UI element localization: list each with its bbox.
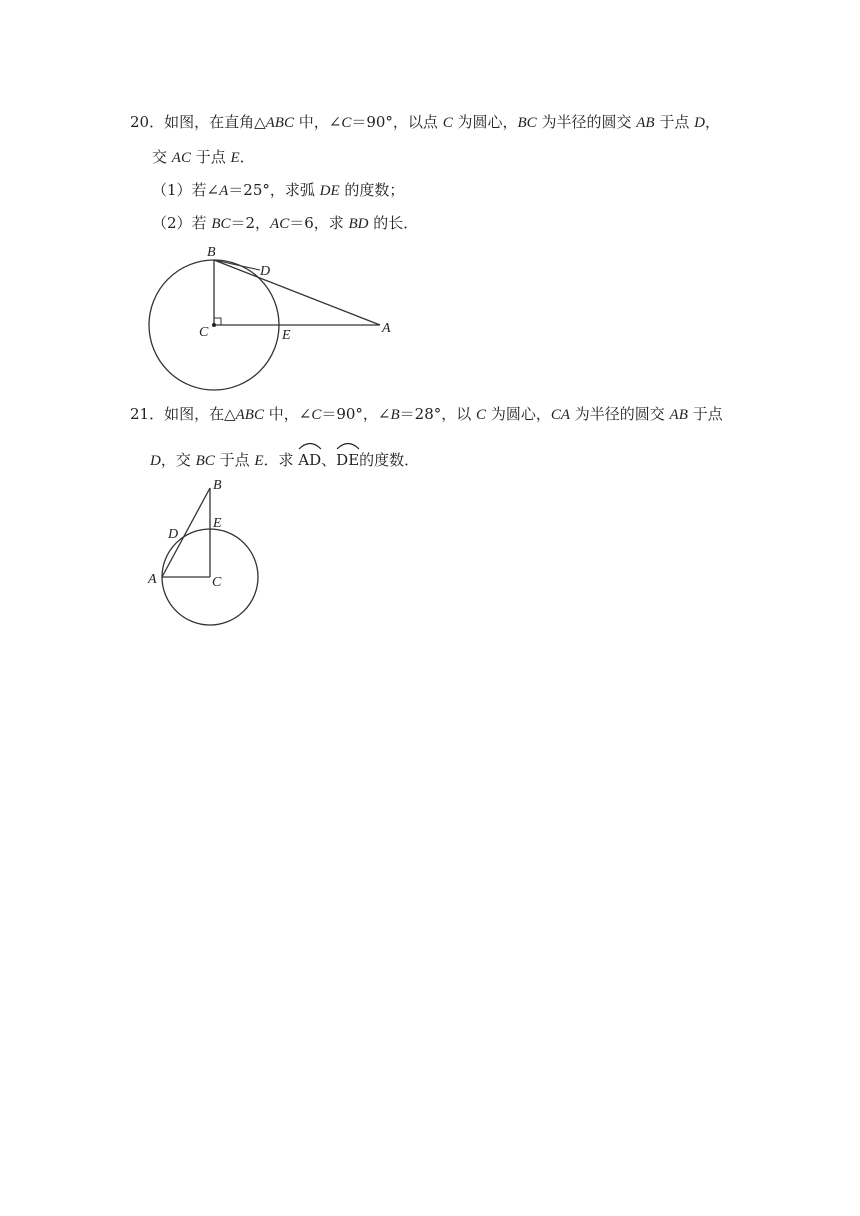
q20-line2: 交 AC 于点 E． xyxy=(152,148,255,166)
q21-line1: 21．如图，在△ABC 中，∠C＝90°，∠B＝28°，以 C 为圆心，CA 为半径的圆交 AB 于点 xyxy=(130,405,723,423)
q21-label-b: B xyxy=(213,478,222,493)
q21-number: 21． xyxy=(130,405,165,423)
q20-label-a: A xyxy=(382,321,391,336)
q20-part1: （1）若∠A＝25°，求弧 DE 的度数； xyxy=(152,181,405,199)
q21-label-a: A xyxy=(148,572,157,587)
q20-label-b: B xyxy=(207,245,216,260)
q20-label-c: C xyxy=(199,325,209,340)
q21-line2: D，交 BC 于点 E．求 AD、 DE的度数． xyxy=(150,446,419,471)
q20-label-d: D xyxy=(260,264,271,279)
q20-figure xyxy=(140,240,410,395)
q20-part2: （2）若 BC＝2，AC＝6，求 BD 的长． xyxy=(152,214,419,232)
q20-number: 20． xyxy=(130,113,165,131)
q21-figure xyxy=(140,470,270,630)
q20-label-e: E xyxy=(282,328,291,343)
q21-label-e: E xyxy=(213,516,222,531)
q20-segment-ba xyxy=(214,260,380,325)
arc-symbol-icon xyxy=(298,440,322,450)
q21-label-d: D xyxy=(168,527,179,542)
q21-arc-ad: AD xyxy=(298,446,321,470)
arc-symbol-icon xyxy=(336,440,360,450)
q21-arc-de: DE xyxy=(336,446,359,470)
q20-line1: 20．如图，在直角△ABC 中，∠C＝90°，以点 C 为圆心，BC 为半径的圆交 AB 于点 D， xyxy=(130,113,720,131)
q20-center-dot xyxy=(212,323,216,327)
q21-label-c: C xyxy=(212,575,222,590)
